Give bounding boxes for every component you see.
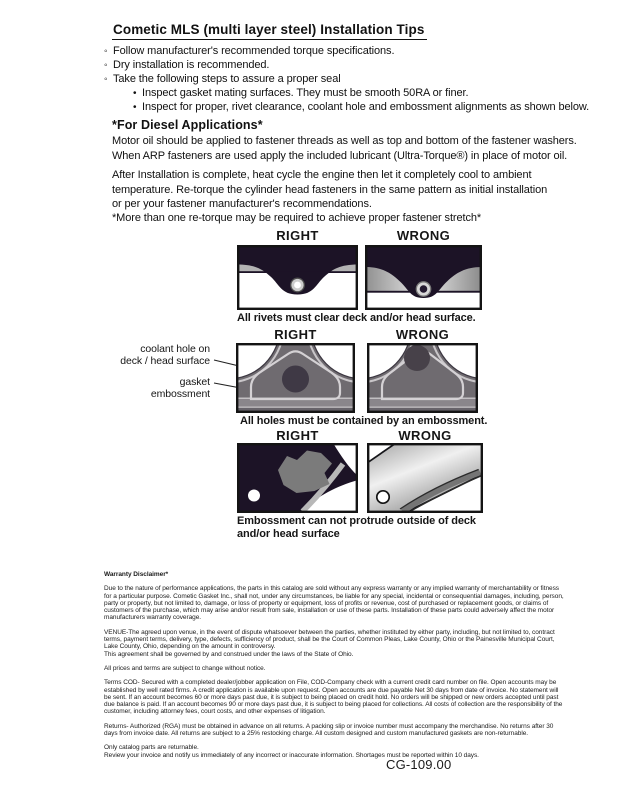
open-bullet-icon: ◦ (104, 46, 108, 57)
legal-section (104, 571, 566, 759)
filled-bullet-icon: • (133, 88, 137, 99)
governing-law-line: This agreement shall be governed by and construed under the laws of the State of Ohio. (104, 650, 354, 658)
right-label: RIGHT (276, 428, 319, 443)
bullet-text: Follow manufacturer's recommended torque specifications. (113, 45, 395, 57)
prices-line: All prices and terms are subject to change without notice. (104, 664, 266, 672)
paragraph-line: temperature. Re-torque the cylinder head fasteners in the same pattern as initial installation (112, 183, 548, 196)
bullet-text: Take the following steps to assure a proper seal (113, 73, 341, 85)
rivet-clearance-right-illustration (237, 245, 358, 310)
right-label: RIGHT (274, 327, 317, 342)
page-code: CG-109.00 (386, 757, 452, 772)
paragraph-line: or per your fastener manufacturer's recommendations. (112, 198, 372, 210)
warranty-paragraph: Due to the nature of performance applications, the parts in this catalog are sold without any express warranty or any implied warranty of merchantability or fitness for a particular purpose. Cometic Gasket Inc., shall not, under any circumstances, be liable for any special, incidental or consequential damages, including, person, party or property, but not limited to, damage, or loss of property or equipment, loss of profits or revenue, cost of purchased or replacement goods, or claims of customers of the purchase, which may arise and/or result from sale, installation or use of these parts. Installation of these parts could adversely affect the motor manufacturers warranty coverage. (104, 585, 564, 622)
pair3-caption (237, 515, 476, 540)
retorque-note: *More than one re-torque may be required to achieve proper fastener stretch* (112, 212, 482, 224)
open-bullet-icon: ◦ (104, 74, 108, 85)
pair3-caption-line: Embossment can not protrude outside of deck (237, 515, 476, 527)
terms-paragraph: Terms COD- Secured with a completed dealer/jobber application on File, COD-Company check with a current credit card number on file. Open accounts may be established by well rated firms. A credit application is available upon request. Open accounts are due payable Net 30 days from date of invoice. No statement will be sent. If an account becomes 60 or more days past due, it is subject to being placed on credit hold. No orders will be shipped or new orders accepted until past due balance is paid. If an account becomes 90 or more days past due, it is subject to being placed for collections. All costs of collection are the responsibility of the customer, including attorney fees, court costs, and other expenses of litigation. (104, 679, 563, 716)
diesel-paragraph-1 (112, 134, 577, 163)
embossment-right-diagram (236, 343, 355, 413)
wrong-label: WRONG (395, 327, 450, 342)
sub-bullet-item (133, 101, 589, 114)
coolant-hole-label-line: coolant hole on (140, 343, 210, 355)
pair1-caption: All rivets must clear deck and/or head surface. (237, 312, 476, 324)
rivet-wrong-diagram (365, 245, 482, 310)
pair3-caption-line: and/or head surface (237, 527, 340, 540)
gasket-embossment-label: gasket embossment (150, 376, 210, 400)
paragraph-line: Motor oil should be applied to fastener threads as well as top and bottom of the fastener washers. (112, 135, 577, 147)
bullet-item (104, 59, 269, 72)
venue-paragraph: VENUE-The agreed upon venue, in the event of dispute whatsoever between the parties, whether instituted by either party, including, but not limited to, contract terms, payment terms, delivery, type, defects, sufficiency of product, shall be the Court of Common Pleas, Lake County, Ohio or the Painesville Municipal Court, Lake County, Ohio, depending on the amount in controversy. (104, 628, 555, 651)
filled-bullet-icon: • (133, 102, 137, 113)
bullet-text: Dry installation is recommended. (113, 59, 270, 71)
diesel-paragraph-2 (112, 168, 547, 212)
coolant-hole-label-line: deck / head surface (120, 354, 210, 367)
embossment-wrong-diagram (367, 343, 478, 413)
sub-bullet-item (133, 87, 468, 100)
review-invoice-line: Review your invoice and notify us immediately of any incorrect or inaccurate information. Shortages must be reported within 10 days. (104, 751, 479, 759)
paragraph-line: When ARP fasteners are used apply the included lubricant (Ultra-Torque®) in place of motor oil. (112, 149, 568, 162)
right-label: RIGHT (276, 228, 319, 243)
wrong-label: WRONG (398, 428, 452, 443)
page-title-wrap (112, 21, 427, 40)
wrong-label: WRONG (396, 228, 451, 243)
diesel-heading: *For Diesel Applications* (112, 118, 263, 132)
bullet-text: Inspect gasket mating surfaces. They must be smooth 50RA or finer. (142, 87, 469, 99)
bullet-text: Inspect for proper, rivet clearance, coolant hole and embossment alignments as shown below. (142, 101, 590, 113)
warranty-disclaimer-heading: Warranty Disclaimer* (104, 571, 169, 578)
rivet-clearance-wrong-illustration (365, 245, 482, 310)
coolant-hole-label (118, 344, 210, 367)
embossment-protrusion-right-illustration (237, 443, 358, 513)
open-bullet-icon: ◦ (104, 60, 108, 71)
coolant-hole-wrong-illustration (367, 343, 478, 413)
protrusion-wrong-diagram (367, 443, 483, 513)
returns-paragraph: Returns- Authorized (RGA) must be obtained in advance on all returns. A packing slip or invoice number must accompany the merchandise. No returns after 30 days from invoice date. All returns are subject to a 25% restocking charge. All custom designed and custom manufactured gaskets are non-returnable. (104, 722, 554, 738)
bullet-item (104, 45, 394, 58)
bullet-item (104, 73, 341, 86)
paragraph-line: After Installation is complete, heat cycle the engine then let it completely cool to ambient (112, 169, 532, 181)
protrusion-right-diagram (237, 443, 358, 513)
coolant-hole-right-illustration (236, 343, 355, 413)
pair2-caption: All holes must be contained by an embossment. (240, 415, 488, 427)
page-title: Cometic MLS (multi layer steel) Installation Tips (112, 22, 427, 40)
rivet-right-diagram (237, 245, 358, 310)
embossment-protrusion-wrong-illustration (367, 443, 483, 513)
catalog-returnable-line: Only catalog parts are returnable. (104, 744, 199, 752)
